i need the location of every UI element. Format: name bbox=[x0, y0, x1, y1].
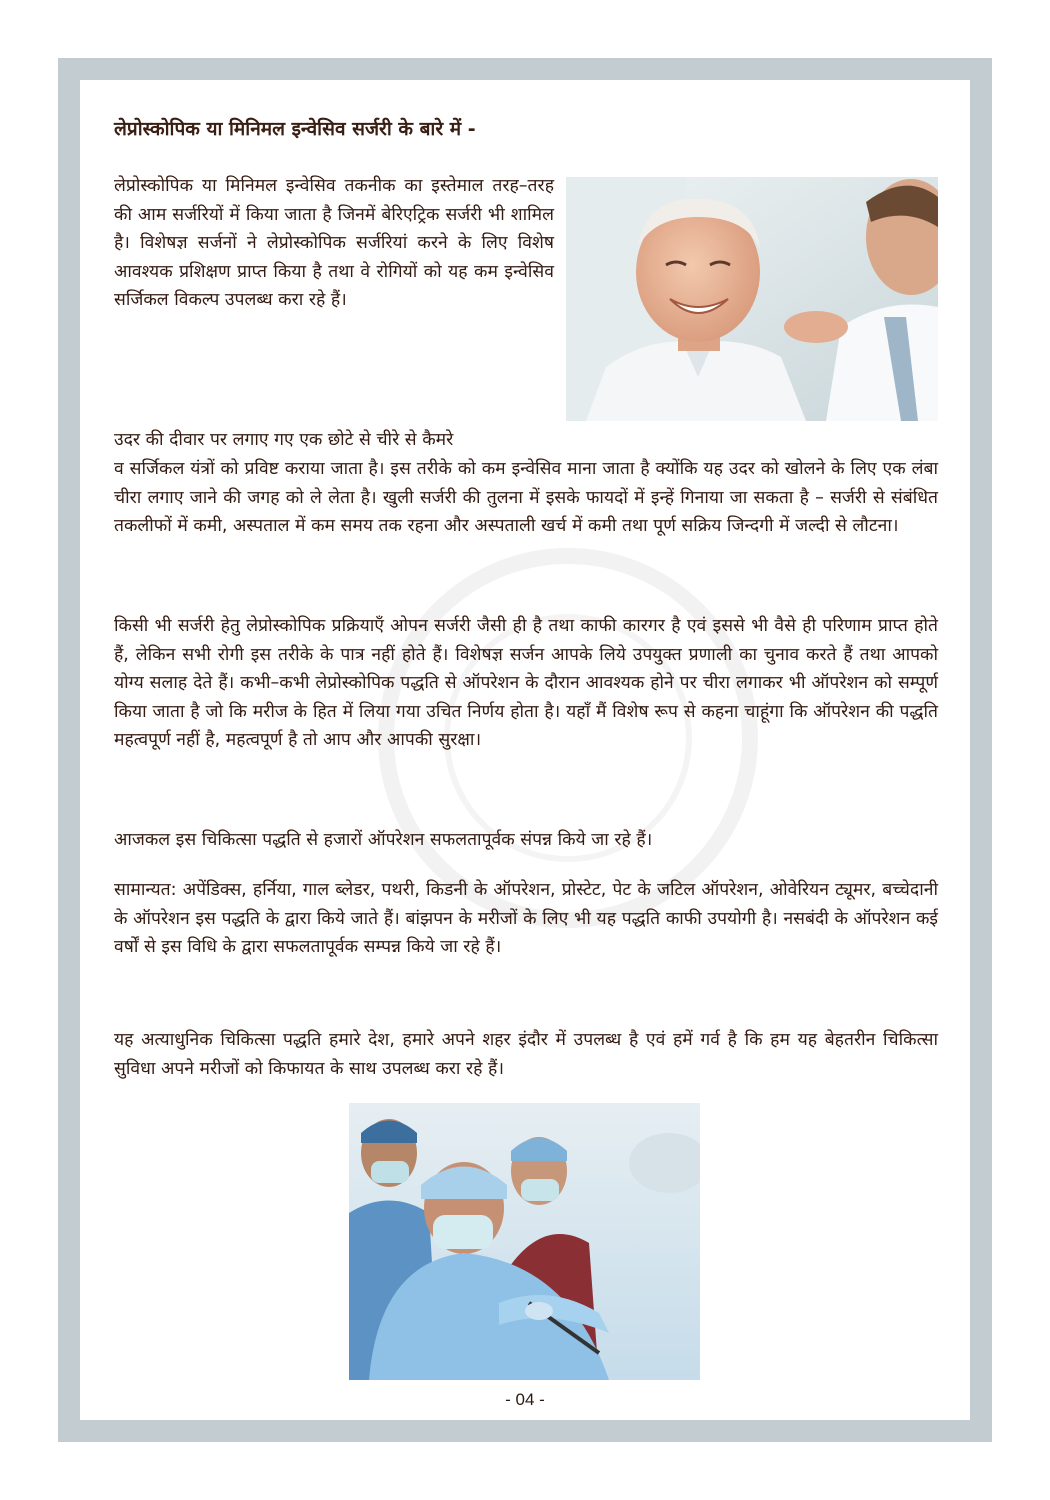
intro-paragraph: लेप्रोस्कोपिक या मिनिमल इन्वेसिव तकनीक का इस्तेमाल तरह–तरह की आम सर्जरियों में किया जाता है जिनमें बेरिएट्रिक सर्जरी भी शामिल है। विशेषज्ञ सर्जनों ने लेप्रोस्कोपिक सर्जरियां करने के लिए विशेष आवश्यक प्रशिक्षण प्राप्त किया है तथा वे रोगियों को यह कम इन्वेसिव सर्जिकल विकल्प उपलब्ध करा रहे हैं। bbox=[114, 176, 554, 311]
section-title: लेप्रोस्कोपिक या मिनिमल इन्वेसिव सर्जरी के बारे में - bbox=[114, 118, 476, 140]
page-number: - 04 - bbox=[505, 1390, 545, 1409]
paragraph-5: यह अत्याधुनिक चिकित्सा पद्धति हमारे देश, हमारे अपने शहर इंदौर में उपलब्ध है एवं हमें गर्व है कि हम यह बेहतरीन चिकित्सा सुविधा अपने मरीजों को किफायत के साथ उपलब्ध करा रहे हैं। bbox=[114, 1030, 938, 1079]
patient-doctor-photo bbox=[566, 177, 938, 421]
paragraph-3: आजकल इस चिकित्सा पद्धति से हजारों ऑपरेशन सफलतापूर्वक संपन्न किये जा रहे हैं। bbox=[114, 830, 653, 850]
paragraph-4: सामान्यत: अपेंडिक्स, हर्निया, गाल ब्लेडर, पथरी, किडनी के ऑपरेशन, प्रोस्टेट, पेट के जटिल ऑपरेशन, ओवेरियन ट्यूमर, बच्चेदानी के ऑपरेशन इस पद्धति के द्वारा किये जाते हैं। बांझपन के मरीजों के लिए भी यह पद्धति काफी उपयोगी है। नसबंदी के ऑपरेशन कई वर्षों से इस विधि के द्वारा सफलतापूर्वक सम्पन्न किये जा रहे हैं। bbox=[114, 880, 938, 958]
surgeons-illustration bbox=[349, 1103, 700, 1380]
paragraph-1-continued: व सर्जिकल यंत्रों को प्रविष्ट कराया जाता है। इस तरीके को कम इन्वेसिव माना जाता है क्योंकि यह उदर को खोलने के लिए एक लंबा चीरा लगाए जाने की जगह को ले लेता है। खुली सर्जरी की तुलना में इसके फायदों में इन्हें गिनाया जा सकता है – सर्जरी से संबंधित तकलीफों में कमी, अस्पताल में कम समय तक रहना और अस्पताली खर्च में कमी तथा पूर्ण सक्रिय जिन्दगी में जल्दी से लौटना। bbox=[114, 459, 938, 537]
surgeons-operating-photo bbox=[349, 1103, 700, 1380]
patient-doctor-illustration bbox=[566, 177, 938, 421]
paragraph-1-start: उदर की दीवार पर लगाए गए एक छोटे से चीरे से कैमरे bbox=[114, 430, 454, 450]
paragraph-2: किसी भी सर्जरी हेतु लेप्रोस्कोपिक प्रक्रियाएँ ओपन सर्जरी जैसी ही है तथा काफी कारगर है एवं इससे भी वैसे ही परिणाम प्राप्त होते हैं, लेकिन सभी रोगी इस तरीके के पात्र नहीं होते हैं। विशेषज्ञ सर्जन आपके लिये उपयुक्त प्रणाली का चुनाव करते हैं तथा आपको योग्य सलाह देते हैं। कभी–कभी लेप्रोस्कोपिक पद्धति से ऑपरेशन के दौरान आवश्यक होने पर चीरा लगाकर भी ऑपरेशन को सम्पूर्ण किया जाता है जो कि मरीज के हित में लिया गया उचित निर्णय होता है। यहाँ मैं विशेष रूप से कहना चाहूंगा कि ऑपरेशन की पद्धति महत्वपूर्ण नहीं है, महत्वपूर्ण है तो आप और आपकी सुरक्षा। bbox=[114, 616, 938, 751]
